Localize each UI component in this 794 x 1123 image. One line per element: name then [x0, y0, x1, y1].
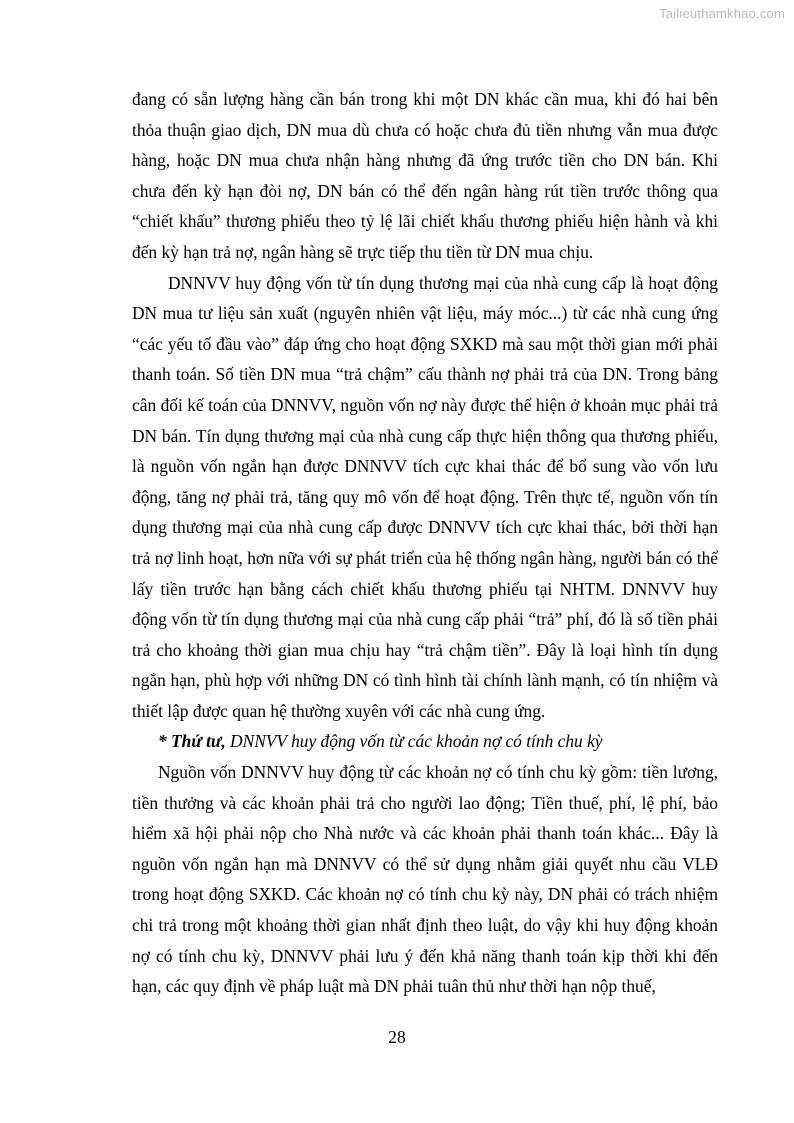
section-heading-lead: * Thứ tư,: [158, 731, 226, 752]
page-body: [132, 84, 718, 1002]
section-heading: [132, 726, 718, 757]
paragraph-supplier-credit: DNNVV huy động vốn từ tín dụng thương mại của nhà cung cấp là hoạt động DN mua tư liệu sản xuất (nguyên nhiên vật liệu, máy móc...) từ các nhà cung ứng “các yếu tố đầu vào” đáp ứng cho hoạt động SXKD mà sau một thời gian mới phải thanh toán. Số tiền DN mua “trả chậm” cấu thành nợ phải trả của DN. Trong bảng cân đối kế toán của DNNVV, nguồn vốn nợ này được thể hiện ở khoản mục phải trả DN bán. Tín dụng thương mại của nhà cung cấp thực hiện thông qua thương phiếu, là nguồn vốn ngắn hạn được DNNVV tích cực khai thác để bổ sung vào vốn lưu động, tăng nợ phải trả, tăng quy mô vốn để hoạt động. Trên thực tế, nguồn vốn tín dụng thương mại của nhà cung cấp được DNNVV tích cực khai thác, bởi thời hạn trả nợ linh hoạt, hơn nữa với sự phát triển của hệ thống ngân hàng, người bán có thể lấy tiền trước hạn bằng cách chiết khấu thương phiếu tại NHTM. DNNVV huy động vốn từ tín dụng thương mại của nhà cung cấp phải “trả” phí, đó là số tiền phải trả cho khoảng thời gian mua chịu hay “trả chậm tiền”. Đây là loại hình tín dụng ngắn hạn, phù hợp với những DN có tình hình tài chính lành mạnh, có tín nhiệm và thiết lập được quan hệ thường xuyên với các nhà cung ứng.: [132, 272, 718, 721]
section-heading-text: DNNVV huy động vốn từ các khoản nợ có tính chu kỳ: [225, 731, 603, 752]
paragraph-continued: đang có sẵn lượng hàng cần bán trong khi một DN khác cần mua, khi đó hai bên thỏa thuận giao dịch, DN mua dù chưa có hoặc chưa đủ tiền nhưng vẫn mua được hàng, hoặc DN mua chưa nhận hàng nhưng đã ứng trước tiền cho DN bán. Khi chưa đến kỳ hạn đòi nợ, DN bán có thể đến ngân hàng rút tiền trước thông qua “chiết khấu” thương phiếu theo tỷ lệ lãi chiết khấu thương phiếu hiện hành và khi đến kỳ hạn trả nợ, ngân hàng sẽ trực tiếp thu tiền từ DN mua chịu.: [132, 89, 718, 262]
watermark: Tailieuthamkhao.com: [659, 6, 785, 21]
page-number: 28: [388, 1027, 406, 1047]
paragraph-cyclical-debt: Nguồn vốn DNNVV huy động từ các khoản nợ có tính chu kỳ gồm: tiền lương, tiền thưởng và các khoản phải trả cho người lao động; Tiền thuế, phí, lệ phí, bảo hiểm xã hội phải nộp cho Nhà nước và các khoản phải thanh toán khác... Đây là nguồn vốn ngắn hạn mà DNNVV có thể sử dụng nhằm giải quyết nhu cầu VLĐ trong hoạt động SXKD. Các khoản nợ có tính chu kỳ này, DN phải có trách nhiệm chi trả trong một khoảng thời gian nhất định theo luật, do vậy khi huy động khoản nợ có tính chu kỳ, DNNVV phải lưu ý đến khả năng thanh toán kịp thời khi đến hạn, các quy định về pháp luật mà DN phải tuân thủ như thời hạn nộp thuế,: [132, 762, 718, 997]
